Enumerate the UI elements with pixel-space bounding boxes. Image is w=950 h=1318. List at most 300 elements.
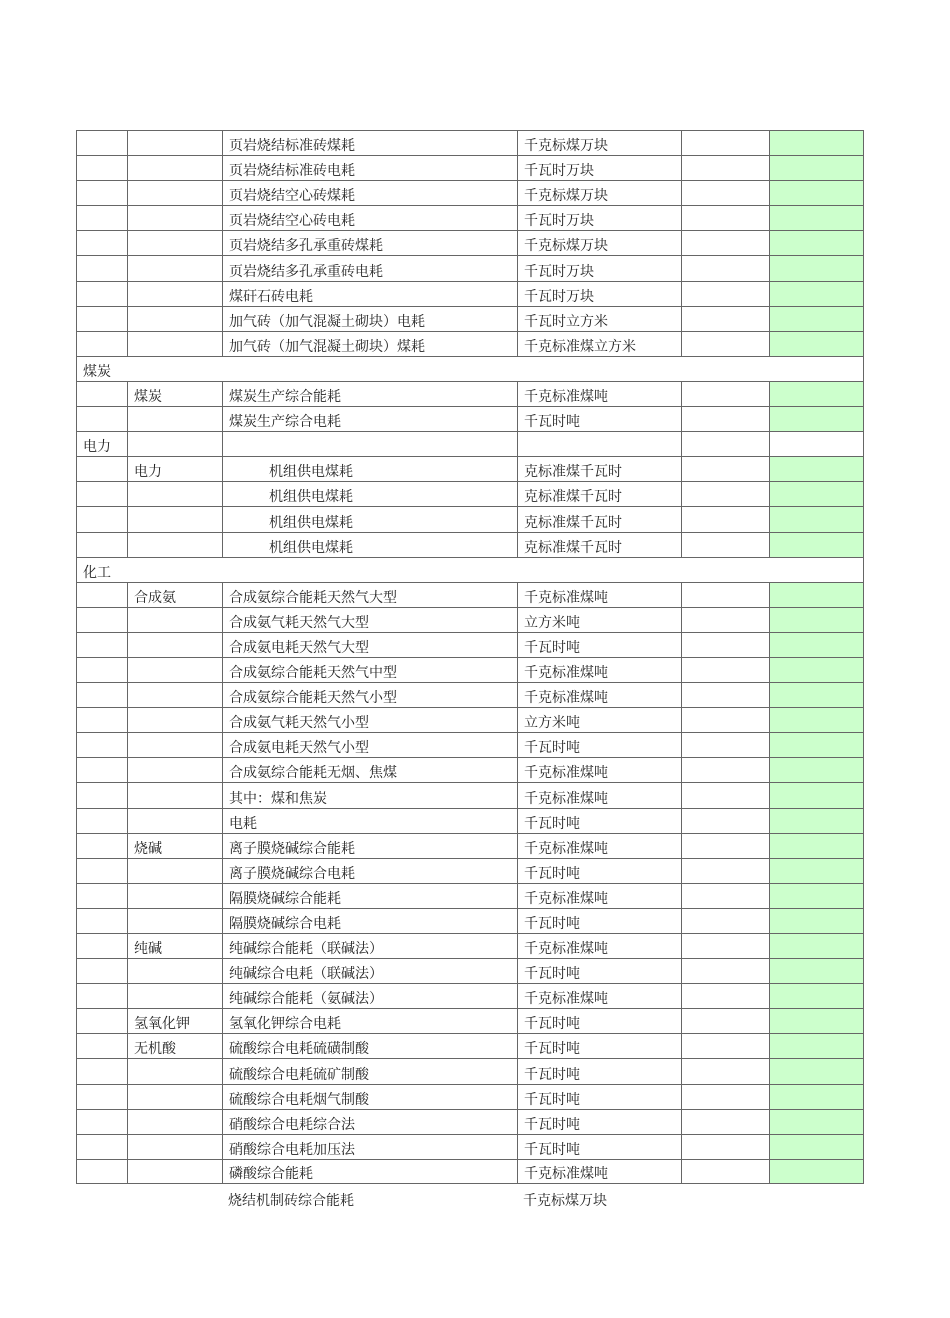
category-cell xyxy=(127,758,222,782)
sector-cell-text: 煤炭 xyxy=(83,363,111,380)
sector-cell xyxy=(76,859,127,883)
category-cell xyxy=(127,181,222,205)
trailing-row xyxy=(0,1190,950,1210)
unit-cell xyxy=(517,156,681,180)
unit-cell-text: 千克标煤万块 xyxy=(524,188,608,205)
indicator-cell-text: 合成氨气耗天然气大型 xyxy=(229,614,369,631)
unit-cell xyxy=(517,1059,681,1083)
indicator-cell xyxy=(222,482,517,506)
category-cell xyxy=(127,1160,222,1183)
target-cell[interactable] xyxy=(769,884,864,908)
target-cell[interactable] xyxy=(769,633,864,657)
value-cell[interactable] xyxy=(681,934,769,958)
indicator-cell xyxy=(222,332,517,356)
indicator-cell-text: 合成氨气耗天然气小型 xyxy=(229,715,369,732)
sector-cell xyxy=(76,809,127,833)
category-cell xyxy=(127,633,222,657)
value-cell[interactable] xyxy=(681,708,769,732)
table-row xyxy=(76,456,864,481)
unit-cell xyxy=(517,859,681,883)
value-cell[interactable] xyxy=(681,1009,769,1033)
unit-cell-text: 克标准煤千瓦时 xyxy=(524,514,622,531)
sector-cell xyxy=(76,457,127,481)
table-row xyxy=(76,657,864,682)
unit-cell-text: 千瓦时吨 xyxy=(524,966,580,983)
indicator-cell xyxy=(222,633,517,657)
value-cell[interactable] xyxy=(681,658,769,682)
category-cell xyxy=(127,834,222,858)
target-cell[interactable] xyxy=(769,231,864,255)
unit-cell-text: 千瓦时万块 xyxy=(524,288,594,305)
unit-cell-text: 千克标煤万块 xyxy=(524,238,608,255)
table-row xyxy=(76,331,864,356)
unit-cell-text: 千克标准煤吨 xyxy=(524,589,608,606)
target-cell[interactable] xyxy=(769,733,864,757)
unit-cell-text: 千瓦时立方米 xyxy=(524,313,608,330)
sector-cell xyxy=(76,984,127,1008)
table-row xyxy=(76,431,864,456)
category-cell-text: 无机酸 xyxy=(134,1041,176,1058)
category-cell xyxy=(127,658,222,682)
value-cell[interactable] xyxy=(681,131,769,155)
indicator-cell-text: 离子膜烧碱综合电耗 xyxy=(229,865,355,882)
indicator-cell xyxy=(222,1009,517,1033)
table-row xyxy=(76,230,864,255)
value-cell[interactable] xyxy=(681,809,769,833)
value-cell[interactable] xyxy=(681,859,769,883)
category-cell xyxy=(127,708,222,732)
unit-cell xyxy=(517,959,681,983)
category-cell xyxy=(127,683,222,707)
unit-cell-text: 千瓦时吨 xyxy=(524,1116,580,1133)
section-header-row xyxy=(76,557,864,582)
indicator-cell-text: 页岩烧结标准砖煤耗 xyxy=(229,138,355,155)
value-cell[interactable] xyxy=(681,432,769,456)
target-cell[interactable] xyxy=(769,658,864,682)
target-cell[interactable] xyxy=(769,984,864,1008)
category-cell xyxy=(127,733,222,757)
indicator-cell-text: 机组供电煤耗 xyxy=(269,464,353,481)
indicator-cell xyxy=(222,256,517,280)
category-cell xyxy=(127,1009,222,1033)
indicator-cell xyxy=(222,181,517,205)
table-row xyxy=(76,180,864,205)
unit-cell-text: 千克标准煤吨 xyxy=(524,690,608,707)
sector-cell xyxy=(76,533,127,557)
table-row xyxy=(76,1109,864,1134)
target-cell[interactable] xyxy=(769,482,864,506)
unit-cell xyxy=(517,256,681,280)
category-cell xyxy=(127,583,222,607)
indicator-cell xyxy=(222,708,517,732)
target-cell[interactable] xyxy=(769,608,864,632)
indicator-cell xyxy=(222,608,517,632)
indicator-cell xyxy=(222,1034,517,1058)
table-row xyxy=(76,858,864,883)
category-cell xyxy=(127,959,222,983)
indicator-cell-text: 合成氨电耗天然气小型 xyxy=(229,740,369,757)
indicator-cell-text: 合成氨综合能耗天然气小型 xyxy=(229,690,397,707)
value-cell[interactable] xyxy=(681,307,769,331)
target-cell[interactable] xyxy=(769,282,864,306)
target-cell[interactable] xyxy=(769,1135,864,1159)
target-cell[interactable] xyxy=(769,959,864,983)
target-cell[interactable] xyxy=(769,206,864,230)
value-cell[interactable] xyxy=(681,1034,769,1058)
value-cell[interactable] xyxy=(681,382,769,406)
target-cell[interactable] xyxy=(769,256,864,280)
indicator-cell xyxy=(222,959,517,983)
indicator-cell-text: 硫酸综合电耗烟气制酸 xyxy=(229,1091,369,1108)
value-cell[interactable] xyxy=(681,583,769,607)
sector-cell xyxy=(76,432,127,456)
target-cell[interactable] xyxy=(769,909,864,933)
table-row xyxy=(76,1058,864,1083)
target-cell[interactable] xyxy=(769,156,864,180)
unit-cell xyxy=(517,633,681,657)
unit-cell-text: 克标准煤千瓦时 xyxy=(524,539,622,556)
value-cell[interactable] xyxy=(681,984,769,1008)
table-row xyxy=(76,682,864,707)
value-cell[interactable] xyxy=(681,1135,769,1159)
target-cell[interactable] xyxy=(769,432,864,456)
unit-cell xyxy=(517,181,681,205)
target-cell[interactable] xyxy=(769,131,864,155)
value-cell[interactable] xyxy=(681,884,769,908)
target-cell[interactable] xyxy=(769,533,864,557)
indicator-cell-text: 页岩烧结空心砖电耗 xyxy=(229,213,355,230)
sector-cell xyxy=(76,181,127,205)
unit-cell xyxy=(517,783,681,807)
table-row xyxy=(76,1134,864,1159)
category-cell xyxy=(127,783,222,807)
sector-cell xyxy=(76,608,127,632)
table-row xyxy=(76,481,864,506)
sector-cell-text: 电力 xyxy=(83,439,111,456)
unit-cell xyxy=(517,809,681,833)
sector-cell xyxy=(76,909,127,933)
table-row xyxy=(76,607,864,632)
unit-cell xyxy=(517,482,681,506)
indicator-cell-text: 纯碱综合能耗（联碱法） xyxy=(229,941,383,958)
sector-cell xyxy=(76,332,127,356)
table-row xyxy=(76,808,864,833)
category-cell xyxy=(127,984,222,1008)
sector-cell xyxy=(76,683,127,707)
unit-cell-text: 千克标准煤吨 xyxy=(524,389,608,406)
indicator-cell xyxy=(222,1160,517,1183)
target-cell[interactable] xyxy=(769,507,864,531)
indicator-cell xyxy=(222,809,517,833)
unit-cell-text: 千瓦时吨 xyxy=(524,1066,580,1083)
value-cell[interactable] xyxy=(681,156,769,180)
target-cell[interactable] xyxy=(769,783,864,807)
table-row xyxy=(76,130,864,155)
unit-cell xyxy=(517,658,681,682)
unit-cell-text: 千克标准煤吨 xyxy=(524,765,608,782)
unit-cell-text: 千瓦时万块 xyxy=(524,213,594,230)
unit-cell-text: 千克标准煤吨 xyxy=(524,890,608,907)
unit-cell-text: 立方米吨 xyxy=(524,614,580,631)
indicator-cell xyxy=(222,307,517,331)
target-cell[interactable] xyxy=(769,1034,864,1058)
table-row xyxy=(76,582,864,607)
target-cell[interactable] xyxy=(769,859,864,883)
table-row xyxy=(76,205,864,230)
table-row xyxy=(76,707,864,732)
target-cell[interactable] xyxy=(769,683,864,707)
value-cell[interactable] xyxy=(681,834,769,858)
sector-cell xyxy=(76,1160,127,1183)
value-cell[interactable] xyxy=(681,1160,769,1183)
value-cell[interactable] xyxy=(681,909,769,933)
table-row xyxy=(76,255,864,280)
value-cell[interactable] xyxy=(681,733,769,757)
unit-cell-text: 千克标准煤吨 xyxy=(524,941,608,958)
sector-cell xyxy=(76,156,127,180)
indicator-cell xyxy=(222,658,517,682)
category-cell xyxy=(127,332,222,356)
sector-cell xyxy=(76,934,127,958)
unit-cell xyxy=(517,231,681,255)
target-cell[interactable] xyxy=(769,457,864,481)
unit-cell xyxy=(517,608,681,632)
sector-cell xyxy=(76,131,127,155)
target-cell[interactable] xyxy=(769,834,864,858)
unit-cell xyxy=(517,708,681,732)
category-cell xyxy=(127,482,222,506)
indicator-cell xyxy=(222,206,517,230)
value-cell[interactable] xyxy=(681,683,769,707)
target-cell[interactable] xyxy=(769,758,864,782)
category-cell xyxy=(127,884,222,908)
target-cell[interactable] xyxy=(769,1085,864,1109)
indicator-cell xyxy=(222,231,517,255)
indicator-cell-text: 离子膜烧碱综合能耗 xyxy=(229,840,355,857)
indicator-cell-text: 页岩烧结多孔承重砖煤耗 xyxy=(229,238,383,255)
unit-cell xyxy=(517,909,681,933)
unit-cell-text: 克标准煤千瓦时 xyxy=(524,489,622,506)
value-cell[interactable] xyxy=(681,206,769,230)
unit-cell xyxy=(517,332,681,356)
table-row xyxy=(76,782,864,807)
value-cell[interactable] xyxy=(681,231,769,255)
unit-cell-text: 千瓦时吨 xyxy=(524,740,580,757)
indicator-cell-text: 煤炭生产综合电耗 xyxy=(229,414,341,431)
indicator-cell xyxy=(222,1085,517,1109)
unit-cell-text: 千瓦时吨 xyxy=(524,1041,580,1058)
unit-cell xyxy=(517,282,681,306)
value-cell[interactable] xyxy=(681,1059,769,1083)
value-cell[interactable] xyxy=(681,783,769,807)
category-cell xyxy=(127,256,222,280)
category-cell-text: 电力 xyxy=(134,464,162,481)
sector-cell xyxy=(76,507,127,531)
indicator-cell-text: 页岩烧结空心砖煤耗 xyxy=(229,188,355,205)
table-row xyxy=(76,381,864,406)
indicator-cell-text: 合成氨电耗天然气大型 xyxy=(229,639,369,656)
value-cell[interactable] xyxy=(681,457,769,481)
sector-cell xyxy=(76,834,127,858)
table-row xyxy=(76,406,864,431)
category-cell xyxy=(127,1135,222,1159)
target-cell[interactable] xyxy=(769,382,864,406)
target-cell[interactable] xyxy=(769,934,864,958)
category-cell xyxy=(127,407,222,431)
indicator-cell xyxy=(222,131,517,155)
table-row xyxy=(76,933,864,958)
indicator-cell xyxy=(222,733,517,757)
category-cell xyxy=(127,206,222,230)
indicator-cell-text: 页岩烧结多孔承重砖电耗 xyxy=(229,263,383,280)
value-cell[interactable] xyxy=(681,482,769,506)
indicator-cell-text: 硫酸综合电耗硫磺制酸 xyxy=(229,1041,369,1058)
sector-cell xyxy=(76,1135,127,1159)
sector-cell xyxy=(76,307,127,331)
indicator-cell xyxy=(222,457,517,481)
value-cell[interactable] xyxy=(681,507,769,531)
target-cell[interactable] xyxy=(769,181,864,205)
indicator-cell-text: 纯碱综合能耗（氨碱法） xyxy=(229,991,383,1008)
sector-cell xyxy=(76,959,127,983)
value-cell[interactable] xyxy=(681,959,769,983)
unit-cell xyxy=(517,1009,681,1033)
indicator-cell xyxy=(222,758,517,782)
unit-cell xyxy=(517,533,681,557)
sector-cell xyxy=(76,282,127,306)
sector-cell xyxy=(76,1110,127,1134)
table-row xyxy=(76,1033,864,1058)
unit-cell-text: 立方米吨 xyxy=(524,715,580,732)
target-cell[interactable] xyxy=(769,1160,864,1183)
unit-cell-text: 千瓦时万块 xyxy=(524,163,594,180)
category-cell xyxy=(127,231,222,255)
unit-cell xyxy=(517,934,681,958)
value-cell[interactable] xyxy=(681,1085,769,1109)
category-cell xyxy=(127,507,222,531)
target-cell[interactable] xyxy=(769,407,864,431)
indicator-cell-text: 电耗 xyxy=(229,815,257,832)
category-cell xyxy=(127,131,222,155)
table-row xyxy=(76,532,864,557)
target-cell[interactable] xyxy=(769,583,864,607)
table-row xyxy=(76,1084,864,1109)
table-row xyxy=(76,757,864,782)
table-row xyxy=(76,506,864,531)
unit-cell xyxy=(517,507,681,531)
category-cell-text: 烧碱 xyxy=(134,840,162,857)
unit-cell xyxy=(517,1085,681,1109)
unit-cell xyxy=(517,432,681,456)
sector-cell-text: 化工 xyxy=(83,564,111,581)
value-cell[interactable] xyxy=(681,282,769,306)
sector-cell xyxy=(76,206,127,230)
target-cell[interactable] xyxy=(769,307,864,331)
indicator-cell xyxy=(222,683,517,707)
indicator-cell xyxy=(222,1135,517,1159)
target-cell[interactable] xyxy=(769,1009,864,1033)
category-cell-text: 氢氧化钾 xyxy=(134,1016,190,1033)
target-cell[interactable] xyxy=(769,1110,864,1134)
sector-cell xyxy=(76,1085,127,1109)
indicator-cell-text: 硝酸综合电耗加压法 xyxy=(229,1141,355,1158)
value-cell[interactable] xyxy=(681,533,769,557)
indicator-cell xyxy=(222,407,517,431)
sector-cell xyxy=(76,1059,127,1083)
indicator-cell xyxy=(222,382,517,406)
sector-cell xyxy=(76,558,864,582)
value-cell[interactable] xyxy=(681,1110,769,1134)
indicator-cell xyxy=(222,156,517,180)
sector-cell xyxy=(76,708,127,732)
indicator-cell xyxy=(222,583,517,607)
category-cell-text: 煤炭 xyxy=(134,389,162,406)
category-cell xyxy=(127,307,222,331)
target-cell[interactable] xyxy=(769,332,864,356)
category-cell xyxy=(127,859,222,883)
value-cell[interactable] xyxy=(681,758,769,782)
target-cell[interactable] xyxy=(769,1059,864,1083)
indicator-cell xyxy=(222,533,517,557)
unit-cell xyxy=(517,834,681,858)
sector-cell xyxy=(76,583,127,607)
unit-cell-text: 千瓦时吨 xyxy=(524,1016,580,1033)
table-row xyxy=(76,281,864,306)
value-cell[interactable] xyxy=(681,633,769,657)
indicator-cell-text: 氢氧化钾综合电耗 xyxy=(229,1016,341,1033)
unit-cell xyxy=(517,758,681,782)
indicator-cell-text: 硫酸综合电耗硫矿制酸 xyxy=(229,1066,369,1083)
sector-cell xyxy=(76,256,127,280)
unit-cell-text: 千克标准煤吨 xyxy=(524,991,608,1008)
target-cell[interactable] xyxy=(769,809,864,833)
unit-cell xyxy=(517,1135,681,1159)
indicator-cell xyxy=(222,884,517,908)
indicator-cell-text: 加气砖（加气混凝土砌块）电耗 xyxy=(229,313,425,330)
value-cell[interactable] xyxy=(681,407,769,431)
unit-cell xyxy=(517,206,681,230)
target-cell[interactable] xyxy=(769,708,864,732)
indicator-cell-text: 煤矸石砖电耗 xyxy=(229,288,313,305)
section-header-row xyxy=(76,356,864,381)
indicator-cell-text: 页岩烧结标准砖电耗 xyxy=(229,163,355,180)
category-cell xyxy=(127,809,222,833)
unit-cell-text: 千瓦时吨 xyxy=(524,916,580,932)
table-row xyxy=(76,908,864,933)
indicator-cell xyxy=(222,984,517,1008)
category-cell-text: 合成氨 xyxy=(134,589,176,606)
indicator-cell xyxy=(222,282,517,306)
unit-cell-text: 千瓦时吨 xyxy=(524,865,580,882)
unit-cell-text: 千瓦时吨 xyxy=(524,1091,580,1108)
category-cell xyxy=(127,156,222,180)
indicator-cell xyxy=(222,834,517,858)
value-cell[interactable] xyxy=(681,181,769,205)
table-row xyxy=(76,632,864,657)
unit-cell xyxy=(517,733,681,757)
value-cell[interactable] xyxy=(681,332,769,356)
indicator-cell xyxy=(222,934,517,958)
unit-cell xyxy=(517,131,681,155)
category-cell xyxy=(127,533,222,557)
sector-cell xyxy=(76,658,127,682)
value-cell[interactable] xyxy=(681,256,769,280)
unit-cell-text: 千克标准煤吨 xyxy=(524,790,608,807)
unit-cell-text: 千瓦时万块 xyxy=(524,263,594,280)
value-cell[interactable] xyxy=(681,608,769,632)
indicator-cell xyxy=(222,432,517,456)
category-cell-text: 纯碱 xyxy=(134,941,162,958)
